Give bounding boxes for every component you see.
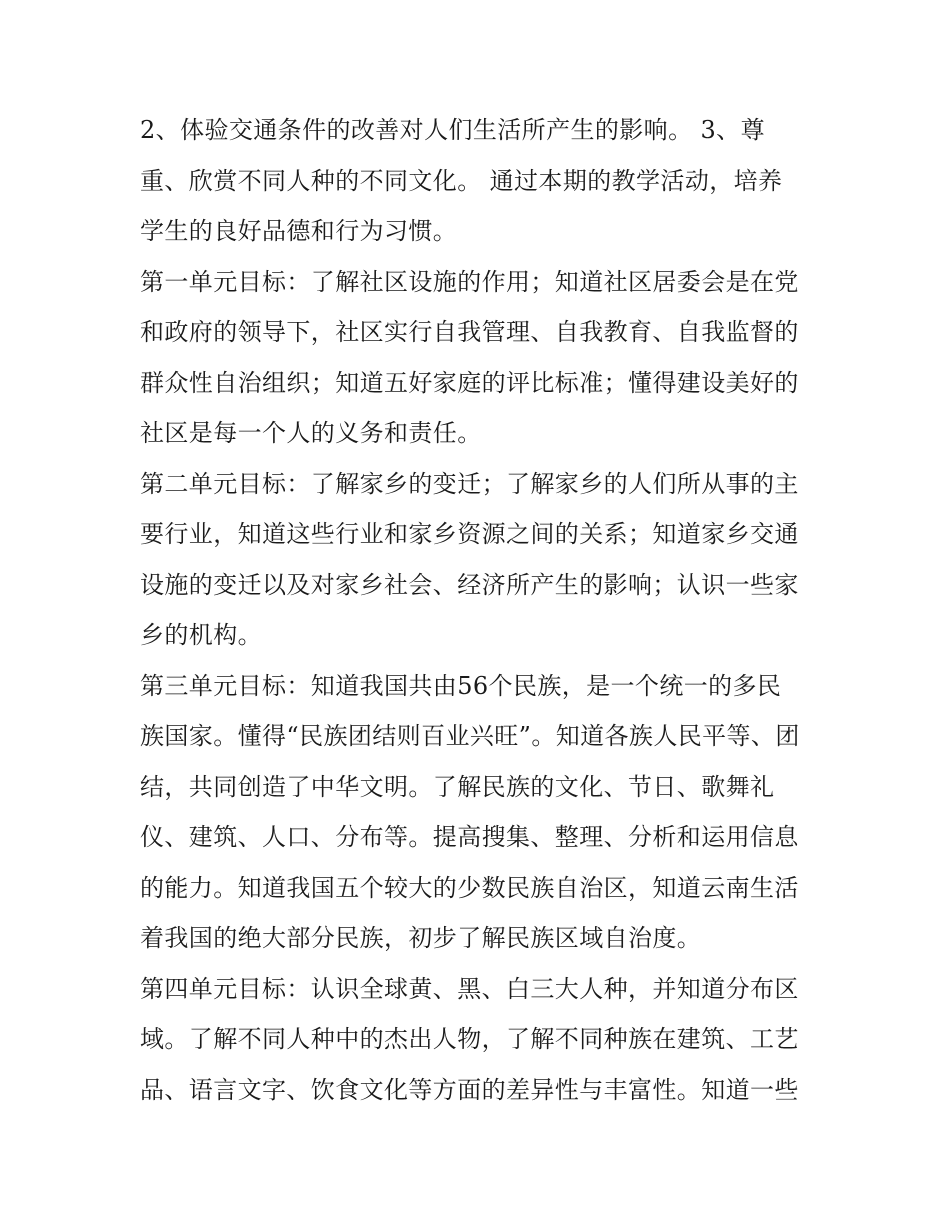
text-line: 第三单元目标：知道我国共由56个民族，是一个统一的多民 bbox=[140, 671, 782, 700]
text-line: 仪、建筑、人口、分布等。提高搜集、整理、分析和运用信息 bbox=[140, 823, 799, 851]
document-body bbox=[140, 105, 812, 1115]
text-line: 社区是每一个人的义务和责任。 bbox=[140, 419, 482, 447]
text-line: 族国家。懂得“民族团结则百业兴旺”。知道各族人民平等、团 bbox=[140, 722, 800, 750]
text-line: 域。了解不同人种中的杰出人物，了解不同种族在建筑、工艺 bbox=[140, 1025, 799, 1053]
text-line: 乡的机构。 bbox=[140, 621, 262, 649]
text-line: 着我国的绝大部分民族，初步了解民族区域自治度。 bbox=[140, 924, 702, 952]
text-line: 第一单元目标：了解社区设施的作用；知道社区居委会是在党 bbox=[140, 267, 799, 296]
text-line: 的能力。知道我国五个较大的少数民族自治区，知道云南生活 bbox=[140, 873, 799, 902]
text-line: 结，共同创造了中华文明。了解民族的文化、节日、歌舞礼 bbox=[140, 772, 775, 801]
text-line: 第二单元目标：了解家乡的变迁；了解家乡的人们所从事的主 bbox=[140, 469, 799, 498]
text-line: 群众性自治组织；知道五好家庭的评比标准；懂得建设美好的 bbox=[140, 368, 799, 397]
text-line: 和政府的领导下，社区实行自我管理、自我教育、自我监督的 bbox=[140, 318, 799, 346]
text-line: 设施的变迁以及对家乡社会、经济所产生的影响；认识一些家 bbox=[140, 570, 799, 599]
text-line: 学生的良好品德和行为习惯。 bbox=[140, 217, 458, 245]
text-line: 重、欣赏不同人种的不同文化。 通过本期的教学活动，培养 bbox=[140, 166, 783, 195]
text-line: 品、语言文字、饮食文化等方面的差异性与丰富性。知道一些 bbox=[140, 1075, 799, 1104]
text-line: 第四单元目标：认识全球黄、黑、白三大人种，并知道分布区 bbox=[140, 974, 799, 1003]
text-line: 2、体验交通条件的改善对人们生活所产生的影响。 3、尊 bbox=[140, 116, 765, 144]
text-line: 要行业，知道这些行业和家乡资源之间的关系；知道家乡交通 bbox=[140, 520, 799, 548]
